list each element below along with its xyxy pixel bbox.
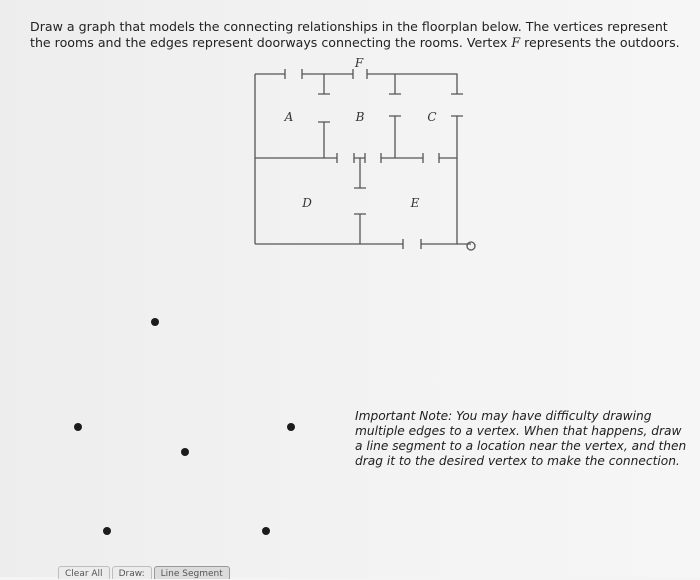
room-label-a: A [284, 110, 294, 124]
graph-vertex[interactable] [74, 423, 82, 431]
door-e-outside [403, 239, 421, 249]
clear-all-button[interactable]: Clear All [58, 566, 110, 579]
door-c-outside [451, 94, 463, 116]
draw-mode-button[interactable]: Draw: [112, 566, 152, 579]
important-note: Important Note: You may have difficulty drawing multiple edges to a vertex. When that happens, draw a line segment to a location near the vertex, and then drag it to the desired vertex to make the connection. [355, 409, 687, 468]
corner-handle [467, 242, 475, 250]
door-c-e [423, 153, 439, 163]
question-text [30, 19, 680, 51]
outer-wall-top-right [367, 74, 457, 94]
door-b-d [337, 153, 354, 163]
graph-vertex[interactable] [103, 527, 111, 535]
door-b-outside [353, 69, 367, 79]
outer-wall-right-lower [457, 116, 471, 244]
question-text-before: Draw a graph that models the connecting relationships in the floorplan below. The vertices represent the rooms and the edges represent doorways connecting the rooms. Vertex [30, 19, 668, 50]
floorplan-diagram [245, 58, 485, 254]
room-label-b: B [355, 110, 365, 124]
room-label-c: C [427, 110, 437, 124]
graph-vertex[interactable] [181, 448, 189, 456]
room-label-f: F [354, 58, 364, 70]
door-a-b [318, 94, 330, 122]
room-label-e: E [410, 196, 420, 210]
graph-vertex[interactable] [287, 423, 295, 431]
drawing-toolbar [58, 566, 230, 580]
door-a-outside [285, 69, 302, 79]
question-text-after: represents the outdoors. [520, 35, 680, 50]
line-segment-button[interactable]: Line Segment [154, 566, 230, 579]
question-vertex-f: F [511, 35, 521, 50]
door-b-c [389, 94, 401, 116]
graph-vertex[interactable] [262, 527, 270, 535]
door-b-e [365, 153, 381, 163]
graph-vertex[interactable] [151, 318, 159, 326]
door-d-e [354, 188, 366, 214]
room-label-d: D [302, 196, 312, 210]
